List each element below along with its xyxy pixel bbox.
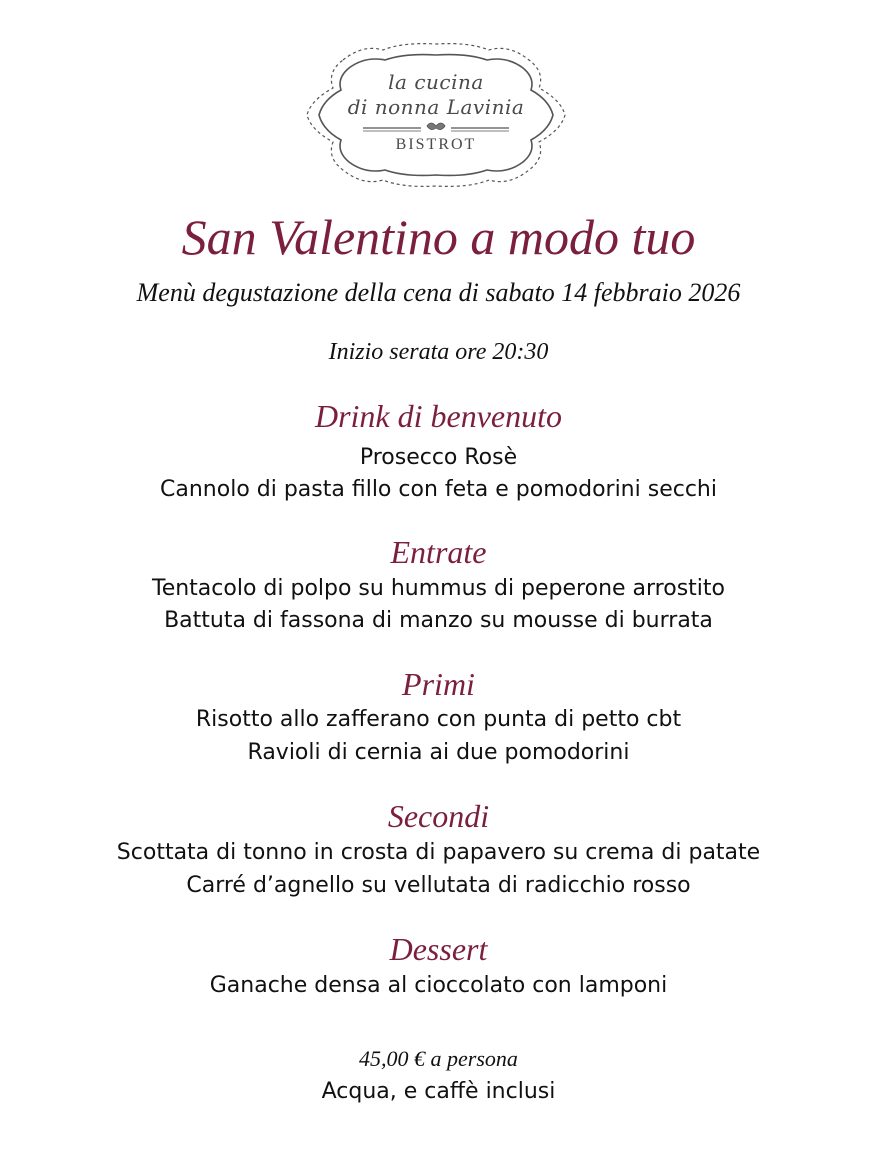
logo-line-2: di nonna Lavinia <box>347 95 525 119</box>
dish-item: Ganache densa al cioccolato con lamponi <box>209 973 668 998</box>
dish-item: Tentacolo di polpo su hummus di peperone arrostito <box>152 576 725 601</box>
section-title-primi: Primi <box>402 666 475 702</box>
logo-line-1: la cucina <box>388 70 484 94</box>
menu-title: San Valentino a modo tuo <box>181 209 696 265</box>
dish-item: Risotto allo zafferano con punta di petto cbt <box>195 707 682 732</box>
dish-item: Scottata di tonno in crosta di papavero su crema di patate <box>116 840 761 865</box>
dish-item: Battuta di fassona di manzo su mousse di burrata <box>164 608 713 633</box>
included-note: Acqua, e caffè inclusi <box>321 1079 556 1104</box>
section-title-drink: Drink di benvenuto <box>314 398 563 434</box>
section-title-secondi: Secondi <box>387 798 490 834</box>
section-title-entrate: Entrate <box>390 534 487 570</box>
dish-item: Carré d’agnello su vellutata di radicchio rosso <box>186 873 691 898</box>
logo-line-3: BISTROT <box>395 136 477 153</box>
start-time: Inizio serata ore 20:30 <box>328 339 549 365</box>
menu-subtitle: Menù degustazione della cena di sabato 14 febbraio 2026 <box>136 278 741 307</box>
dish-item: Cannolo di pasta fillo con feta e pomodorini secchi <box>160 477 717 502</box>
price-per-person: 45,00 € a persona <box>359 1046 518 1071</box>
restaurant-logo <box>303 40 569 190</box>
section-title-dessert: Dessert <box>389 931 488 967</box>
dish-item: Prosecco Rosè <box>359 445 518 470</box>
dish-item: Ravioli di cernia ai due pomodorini <box>247 740 630 765</box>
